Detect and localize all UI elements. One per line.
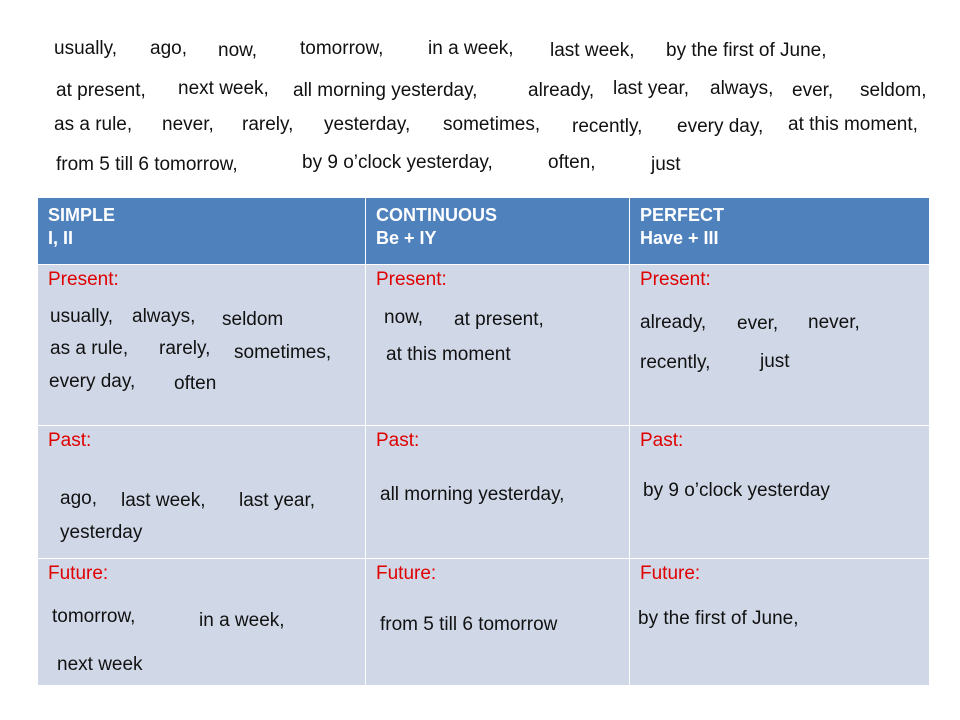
word-bank-item: ago, bbox=[150, 38, 187, 59]
cell-present-perfect bbox=[630, 265, 930, 426]
cell-future-simple bbox=[38, 559, 366, 686]
word-bank-item: every day, bbox=[677, 116, 764, 137]
row-label: Past: bbox=[48, 430, 92, 451]
word-bank-item: at present, bbox=[56, 80, 146, 101]
cell-word: in a week, bbox=[199, 610, 285, 631]
word-bank-item: never, bbox=[162, 114, 214, 135]
cell-word: ago, bbox=[60, 488, 97, 509]
cell-word: already, bbox=[640, 312, 707, 333]
word-bank-item: already, bbox=[528, 80, 595, 101]
header-formula: Be + IY bbox=[376, 228, 437, 248]
row-label: Future: bbox=[376, 563, 437, 584]
cell-future-perfect bbox=[630, 559, 930, 686]
header-simple bbox=[38, 198, 366, 265]
word-bank-item: ever, bbox=[792, 80, 834, 101]
cell-word: by 9 o’clock yesterday bbox=[643, 480, 830, 501]
header-perfect bbox=[630, 198, 930, 265]
cell-word: every day, bbox=[49, 371, 136, 392]
word-bank-item: by the first of June, bbox=[666, 40, 827, 61]
header-formula: I, II bbox=[48, 228, 74, 248]
header-formula: Have + III bbox=[640, 228, 719, 248]
word-bank-item: all morning yesterday, bbox=[293, 80, 478, 101]
word-bank-item: seldom, bbox=[860, 80, 927, 101]
cell-word: yesterday bbox=[60, 522, 143, 543]
word-bank-item: always, bbox=[710, 78, 774, 99]
cell-word: tomorrow, bbox=[52, 606, 136, 627]
row-label: Present: bbox=[640, 269, 711, 290]
cell-word: as a rule, bbox=[50, 338, 129, 359]
table-header-row bbox=[38, 198, 930, 265]
word-bank-item: by 9 o’clock yesterday, bbox=[302, 152, 493, 173]
table-row-present bbox=[38, 265, 930, 426]
word-bank-item: sometimes, bbox=[443, 114, 541, 135]
word-bank-item: last week, bbox=[550, 40, 635, 61]
cell-future-continuous bbox=[366, 559, 630, 686]
word-bank-item: recently, bbox=[572, 116, 643, 137]
word-bank-item: now, bbox=[218, 40, 258, 61]
cell-word: last year, bbox=[239, 490, 316, 511]
header-continuous bbox=[366, 198, 630, 265]
header-title: SIMPLE bbox=[48, 205, 116, 225]
cell-word: just bbox=[760, 351, 790, 372]
word-bank-item: from 5 till 6 tomorrow, bbox=[56, 154, 238, 175]
word-bank-item: tomorrow, bbox=[300, 38, 384, 59]
tense-table bbox=[37, 197, 930, 686]
word-bank-item: in a week, bbox=[428, 38, 514, 59]
cell-past-continuous bbox=[366, 426, 630, 559]
row-label: Future: bbox=[640, 563, 701, 584]
word-bank-item: yesterday, bbox=[324, 114, 411, 135]
cell-word: rarely, bbox=[159, 338, 211, 359]
cell-word: ever, bbox=[737, 313, 779, 334]
row-label: Past: bbox=[376, 430, 420, 451]
word-bank-item: rarely, bbox=[242, 114, 294, 135]
word-bank-item: next week, bbox=[178, 78, 269, 99]
cell-word: sometimes, bbox=[234, 342, 332, 363]
cell-word: next week bbox=[57, 654, 143, 675]
cell-word: recently, bbox=[640, 352, 711, 373]
cell-word: at present, bbox=[454, 309, 544, 330]
word-bank-item: as a rule, bbox=[54, 114, 133, 135]
word-bank-item: just bbox=[651, 154, 681, 175]
cell-word: never, bbox=[808, 312, 860, 333]
word-bank-item: usually, bbox=[54, 38, 118, 59]
header-title: CONTINUOUS bbox=[376, 205, 497, 225]
cell-word: at this moment bbox=[386, 344, 511, 365]
cell-word: now, bbox=[384, 307, 424, 328]
cell-present-continuous bbox=[366, 265, 630, 426]
cell-word: always, bbox=[132, 306, 196, 327]
word-bank-item: often, bbox=[548, 152, 596, 173]
cell-word: usually, bbox=[50, 306, 114, 327]
cell-past-simple bbox=[38, 426, 366, 559]
cell-word: often bbox=[174, 373, 217, 394]
row-label: Present: bbox=[48, 269, 119, 290]
cell-word: all morning yesterday, bbox=[380, 484, 565, 505]
row-label: Past: bbox=[640, 430, 684, 451]
header-title: PERFECT bbox=[640, 205, 725, 225]
word-bank-item: last year, bbox=[613, 78, 690, 99]
cell-word: from 5 till 6 tomorrow bbox=[380, 614, 558, 635]
table-row-future bbox=[38, 559, 930, 686]
word-bank-item: at this moment, bbox=[788, 114, 918, 135]
cell-word: by the first of June, bbox=[638, 608, 799, 629]
row-label: Present: bbox=[376, 269, 447, 290]
table-row-past bbox=[38, 426, 930, 559]
cell-past-perfect bbox=[630, 426, 930, 559]
cell-word: seldom bbox=[222, 309, 284, 330]
cell-present-simple bbox=[38, 265, 366, 426]
row-label: Future: bbox=[48, 563, 109, 584]
cell-word: last week, bbox=[121, 490, 206, 511]
